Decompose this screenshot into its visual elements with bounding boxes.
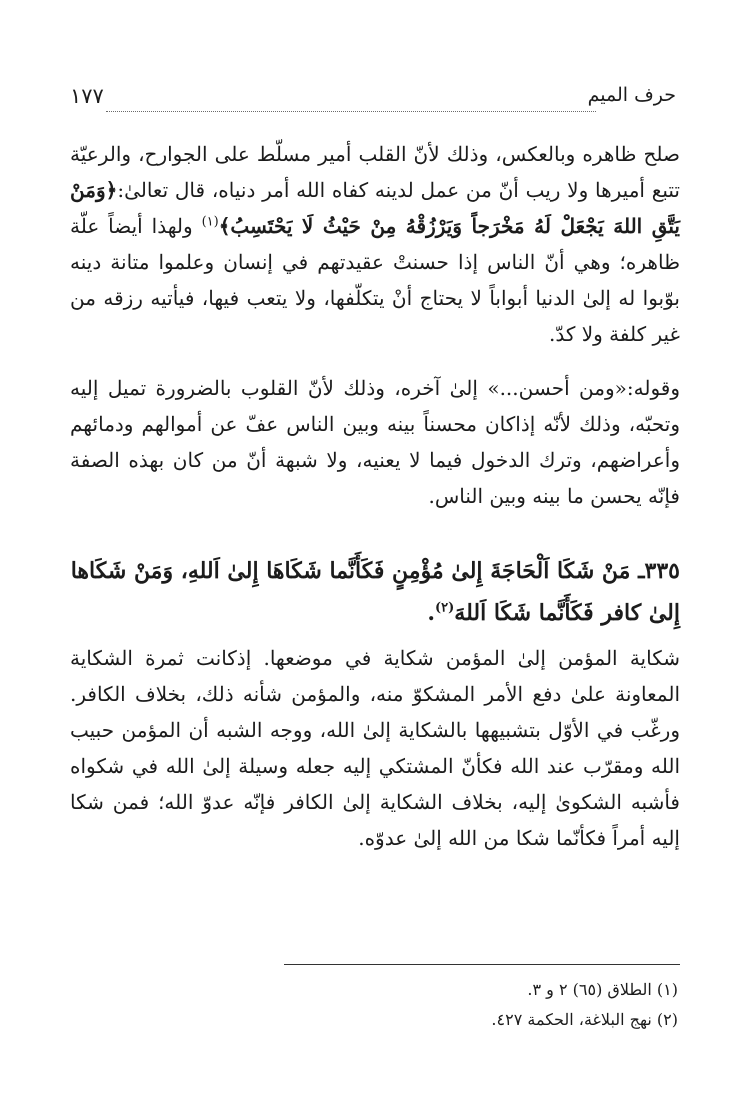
paragraph-text: شكاية المؤمن إلىٰ المؤمن شكاية في موضعها. إذكانت ثمرة الشكاية المعاونة علىٰ دفع الأمر المشكوّ منه، والمؤمن شأنه ذلك، بخلاف الكافر. ورغّب في الأوّل بتشبيهها بالشكاية إلىٰ الله، ووجه الشبه أن المؤمن حبيب الله ومقرّب عند الله فكأنّ المشتكي إليه جعله وسيلة إلىٰ الله في شكواه فأشبه الشكوىٰ إليه، بخلاف الشكاية إلىٰ الكافر فإنّه عدوّ الله؛ فمن شكا إليه أمراً فكأنّما شكا من الله إلىٰ عدوّه. xyxy=(70,646,680,850)
running-title: حرف الميم xyxy=(587,84,676,106)
footnote-2: (٢) نهج البلاغة، الحكمة ٤٢٧. xyxy=(491,1010,678,1029)
footnote-marker-2: (٢) xyxy=(434,600,455,616)
hadith-number: ٣٣٥ xyxy=(644,558,680,584)
footnote-marker-1: (١) xyxy=(201,214,219,230)
quran-verse: ﴿وَمَنْ يَتَّقِ اللهَ يَجْعَلْ لَهُ مَخْرَجاً وَيَرْزُقْهُ مِنْ حَيْثُ لَا يَحْتَسِبُ﴾ xyxy=(70,178,681,238)
page-number: ١٧٧ xyxy=(70,84,104,108)
header-rule xyxy=(106,111,596,112)
hadith-entry xyxy=(70,550,680,634)
paragraph-intro: صلح ظاهره وبالعكس، وذلك لأنّ القلب أمير مسلّط على الجوارح، والرعيّة تتبع أميرها ولا ريب أنّ من عمل لدينه كفاه الله أمر دنياه، قال تعالىٰ: xyxy=(70,142,680,202)
page-header xyxy=(70,84,676,116)
hadith-end: . xyxy=(427,600,435,626)
commentary-paragraph-2 xyxy=(70,370,680,514)
commentary-paragraph-3 xyxy=(70,640,680,856)
paragraph-text xyxy=(70,136,680,352)
paragraph-text: وقوله:«ومن أحسن...» إلىٰ آخره، وذلك لأنّ القلوب بالضرورة تميل إليه وتحبّه، وذلك لأنّه إذاكان محسناً بينه وبين الناس عفّ عن أموالهم ودمائهم وأعراضهم، وترك الدخول فيما لا يعنيه، ولا شبهة أنّ من كان بهذه الصفة فإنّه يحسن ما بينه وبين الناس. xyxy=(70,376,680,508)
footnotes xyxy=(70,975,678,1035)
hadith-text: ـ مَنْ شَكَا اَلْحَاجَةَ إِلىٰ مُؤْمِنٍ فَكَأَنَّما شَكَاهَا إِلىٰ اَللهِ، وَمَنْ شَكَاها إِلىٰ كافر فَكَأَنَّما شَكَا اَللهَ xyxy=(70,558,680,626)
footnote-separator xyxy=(284,964,680,965)
commentary-paragraph-1 xyxy=(70,136,680,352)
paragraph-rest: ولهذا أيضاً علّة ظاهره؛ وهي أنّ الناس إذا حسنتْ عقيدتهم في إنسان وعلموا متانة دينه بوّبوا له إلىٰ الدنيا أبواباً لا يحتاج أنْ يتكلّفها، ولا يتعب فيها، فيأتيه رزقه من غير كلفة ولا كدّ. xyxy=(70,214,680,346)
footnote-1: (١) الطلاق (٦٥) ٢ و ٣. xyxy=(527,980,678,999)
